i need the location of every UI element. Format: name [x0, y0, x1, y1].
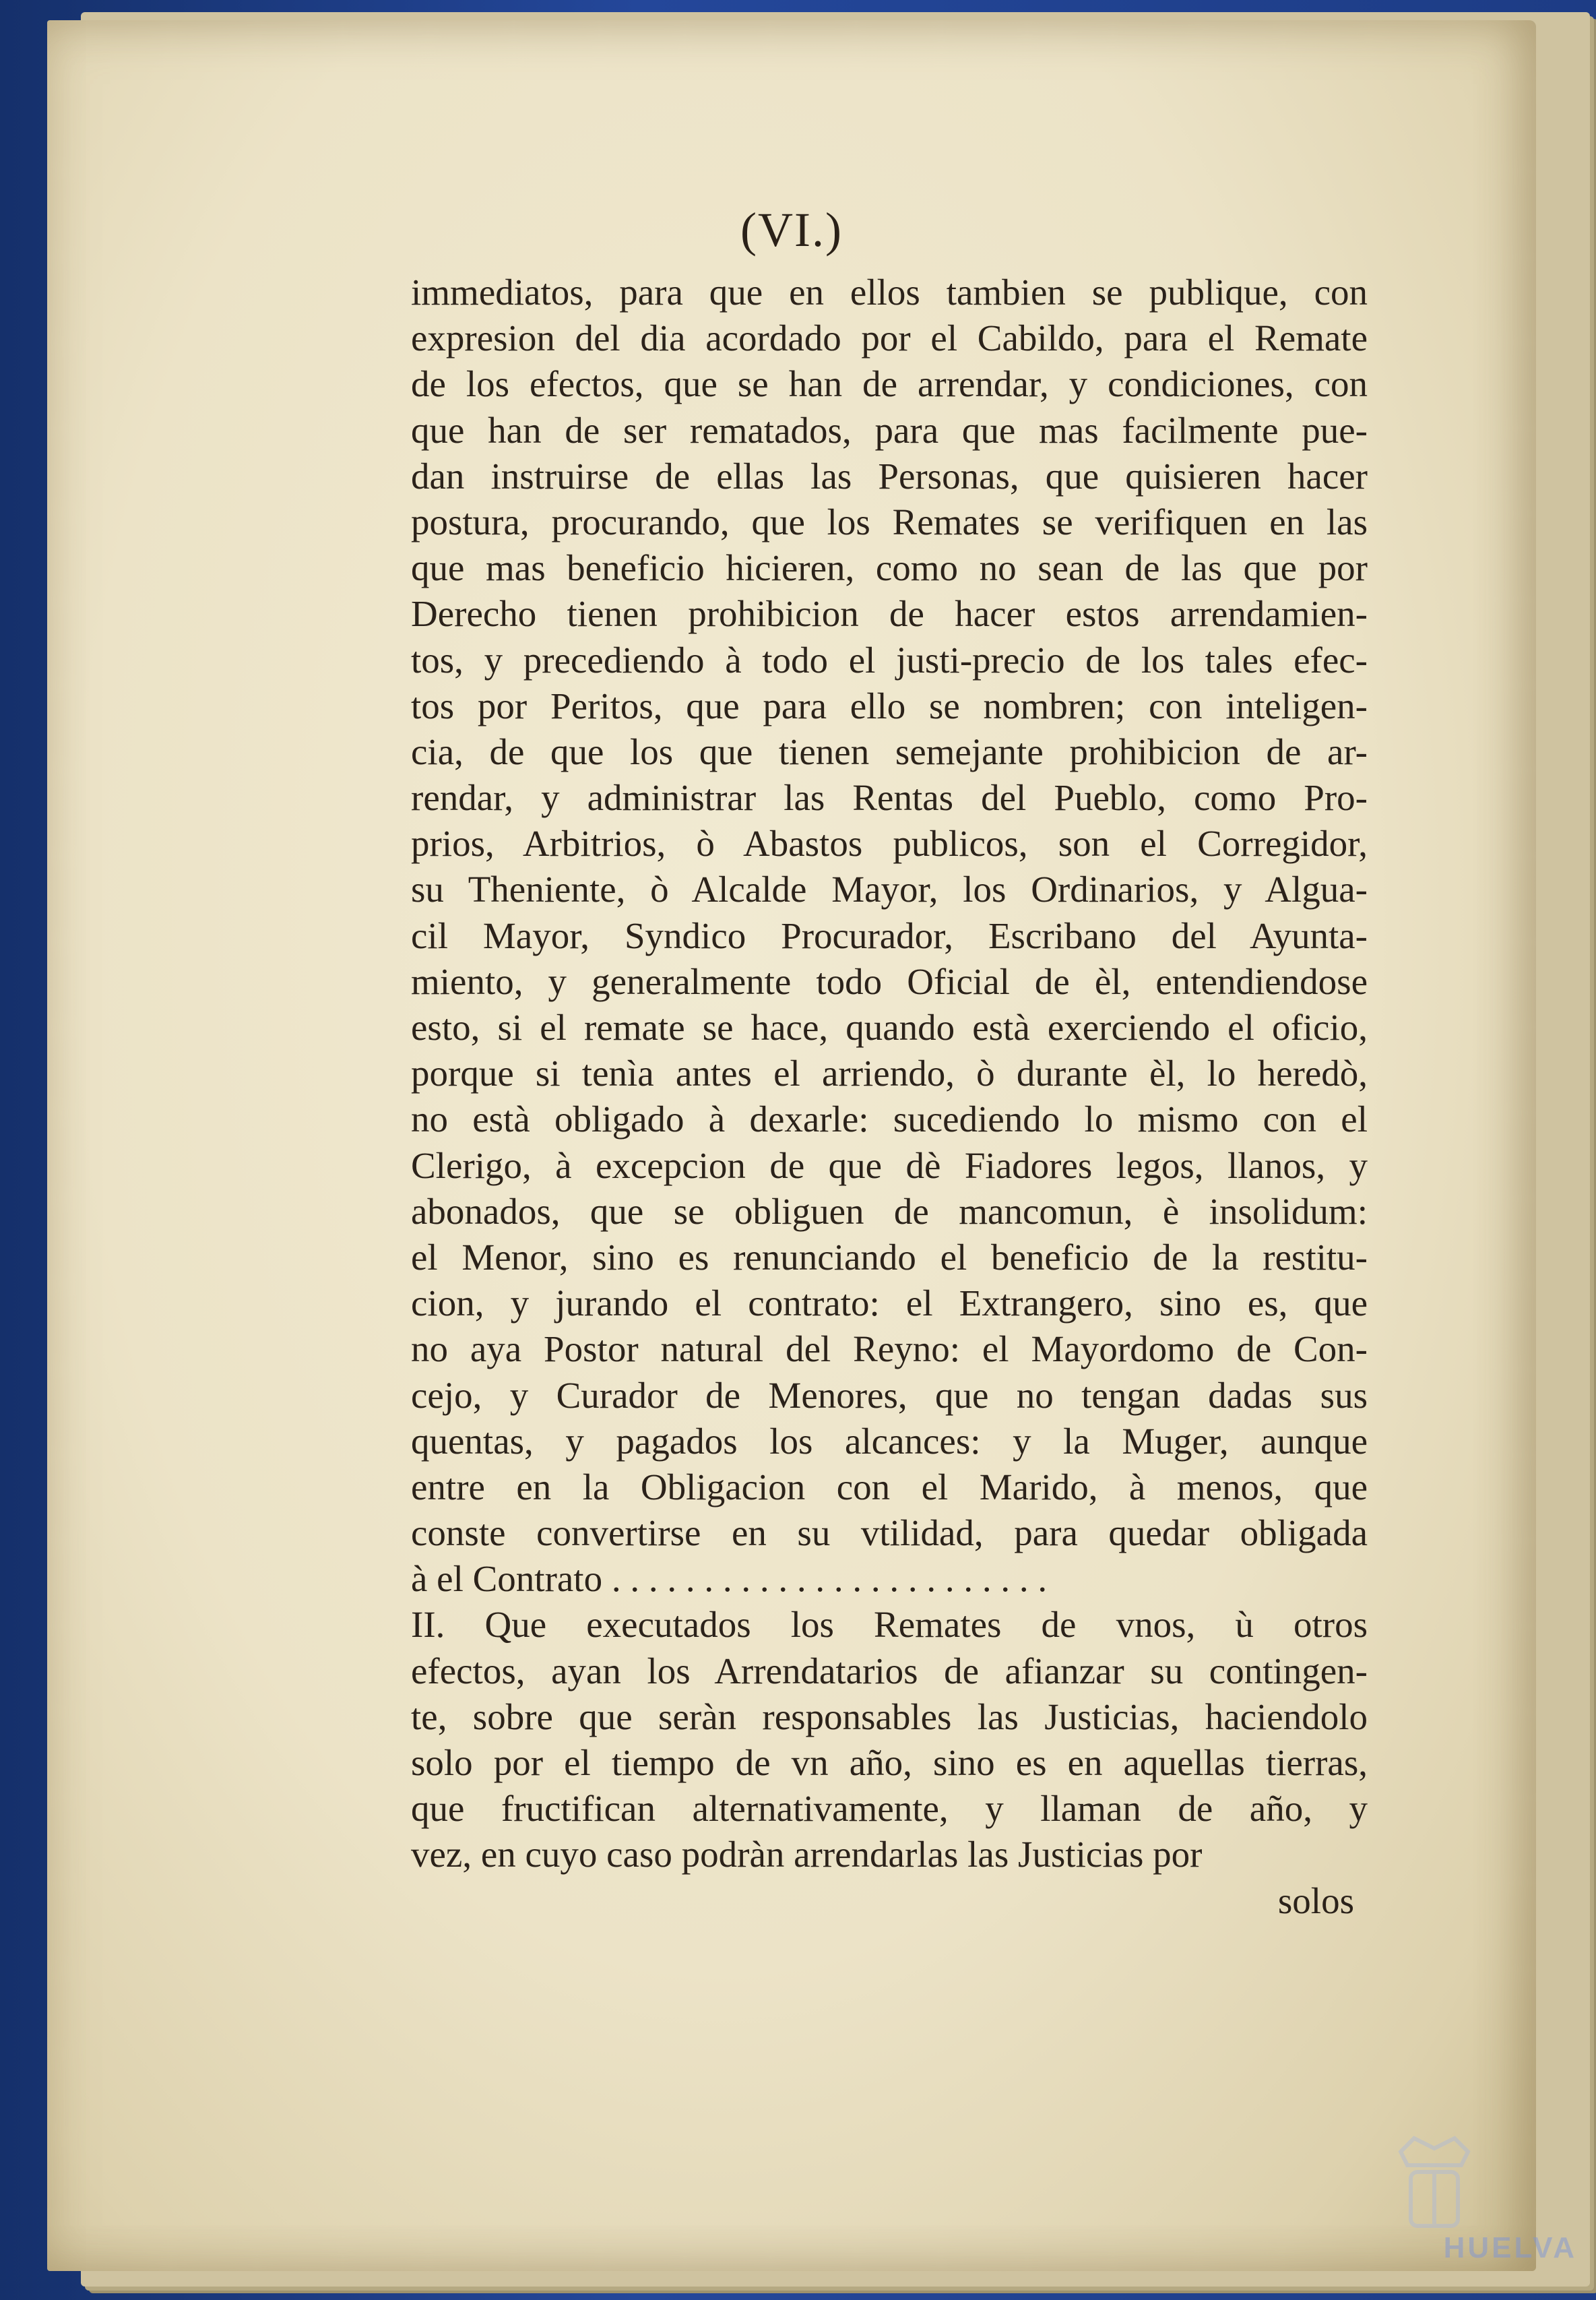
text-line: no aya Postor natural del Reyno: el Mayordomo de Con- [411, 1328, 1368, 1370]
text-line: porque si tenìa antes el arriendo, ò durante èl, lo heredò, [411, 1053, 1368, 1094]
text-line: Clerigo, à excepcion de que dè Fiadores legos, llanos, y [411, 1144, 1368, 1186]
text-line: à el Contrato . . . . . . . . . . . . . . . . . . . . . . . . [411, 1558, 1048, 1600]
text-line: abonados, que se obliguen de mancomun, è insolidum: [411, 1190, 1368, 1232]
document-page [47, 20, 1536, 2271]
text-line: quentas, y pagados los alcances: y la Muger, aunque [411, 1420, 1368, 1462]
text-line: postura, procurando, que los Remates se verifiquen en las [411, 501, 1368, 542]
text-line: que mas beneficio hicieren, como no sean de las que por [411, 547, 1368, 589]
text-line: entre en la Obligacion con el Marido, à menos, que [411, 1466, 1368, 1508]
page-number-header: (VI.) [740, 203, 843, 257]
text-line: II. Que executados los Remates de vnos, ù otros [411, 1604, 1368, 1646]
text-line: expresion del dia acordado por el Cabildo, para el Remate [411, 317, 1368, 359]
text-line: el Menor, sino es renunciando el beneficio de la restitu- [411, 1236, 1368, 1278]
text-line: solo por el tiempo de vn año, sino es en aquellas tierras, [411, 1742, 1368, 1783]
text-line: prios, Arbitrios, ò Abastos publicos, son el Corregidor, [411, 823, 1368, 865]
text-line: cia, de que los que tienen semejante prohibicion de ar- [411, 731, 1368, 772]
text-line: cion, y jurando el contrato: el Extrangero, sino es, que [411, 1282, 1368, 1324]
text-line: tos, y precediendo à todo el justi-precio de los tales efec- [411, 639, 1368, 681]
text-line: que fructifican alternativamente, y llaman de año, y [411, 1788, 1368, 1830]
text-line: su Theniente, ò Alcalde Mayor, los Ordinarios, y Algua- [411, 869, 1368, 910]
text-line: conste convertirse en su vtilidad, para quedar obligada [411, 1512, 1368, 1554]
text-line: no està obligado à dexarle: sucediendo lo mismo con el [411, 1098, 1368, 1140]
text-line: de los efectos, que se han de arrendar, y condiciones, con [411, 363, 1368, 405]
text-line: vez, en cuyo caso podràn arrendarlas las Justicias por [411, 1834, 1203, 1875]
text-line: tos por Peritos, que para ello se nombren; con inteligen- [411, 685, 1368, 726]
text-line: cil Mayor, Syndico Procurador, Escribano del Ayunta- [411, 914, 1368, 956]
watermark-label: HUELVA [1443, 2231, 1577, 2264]
text-line: rendar, y administrar las Rentas del Pueblo, como Pro- [411, 777, 1368, 819]
text-line: efectos, ayan los Arrendatarios de afianzar su contingen- [411, 1650, 1368, 1691]
text-line: Derecho tienen prohibicion de hacer estos arrendamien- [411, 593, 1368, 635]
text-line: esto, si el remate se hace, quando està exerciendo el oficio, [411, 1007, 1368, 1048]
text-line: dan instruirse de ellas las Personas, que quisieren hacer [411, 455, 1368, 497]
text-line: miento, y generalmente todo Oficial de èl, entendiendose [411, 960, 1368, 1002]
text-line: te, sobre que seràn responsables las Justicias, haciendolo [411, 1696, 1368, 1737]
text-line: immediatos, para que en ellos tambien se publique, con [411, 272, 1368, 313]
text-line: que han de ser rematados, para que mas facilmente pue- [411, 409, 1368, 451]
text-line: cejo, y Curador de Menores, que no tengan dadas sus [411, 1374, 1368, 1416]
catchword: solos [1277, 1879, 1354, 1921]
body-text [411, 270, 1368, 1924]
